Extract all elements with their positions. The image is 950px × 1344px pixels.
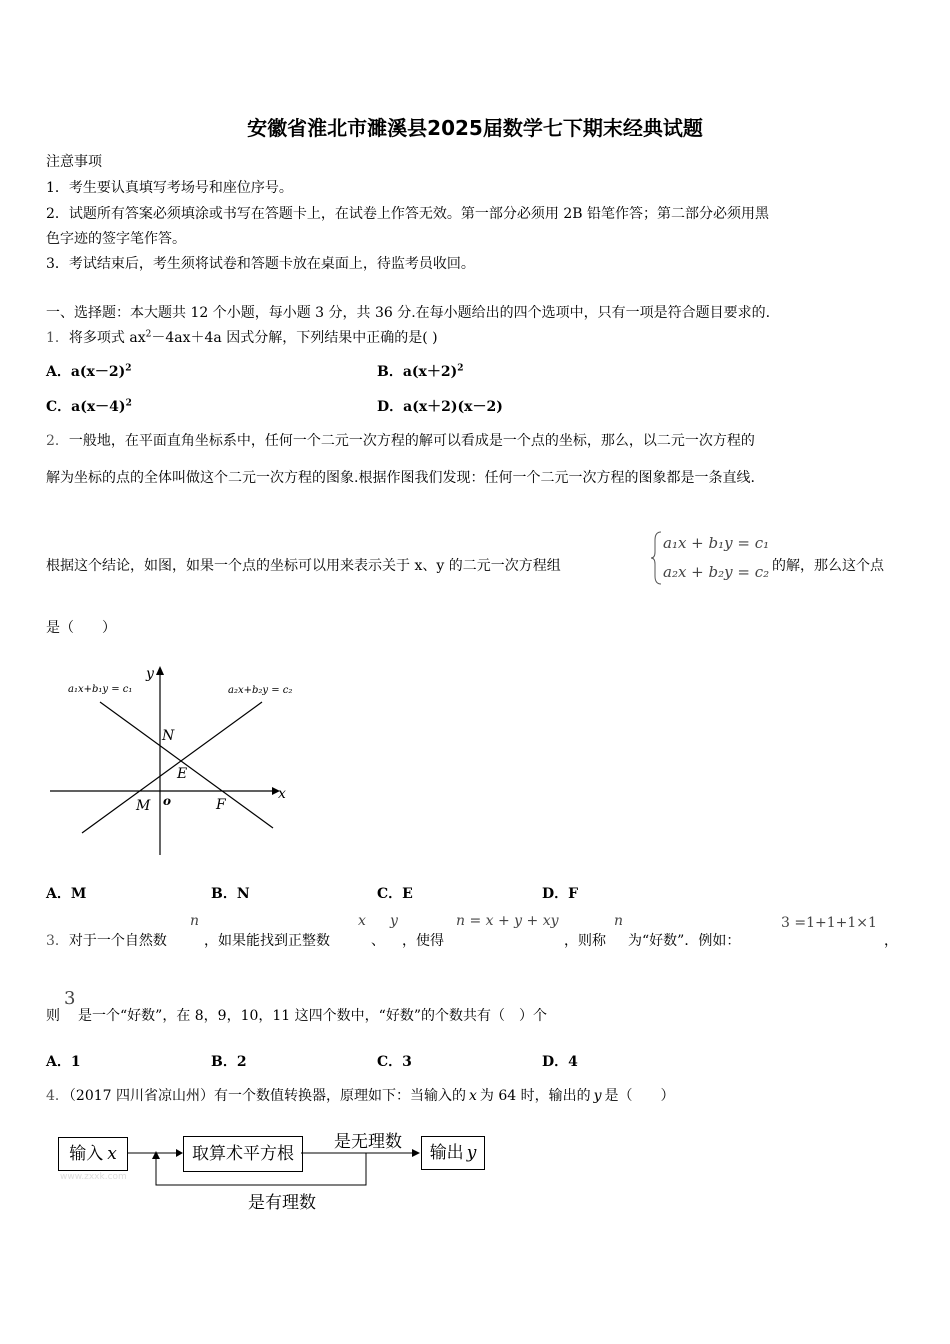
- q3-var-y: y: [390, 913, 398, 929]
- axis-x-label: x: [278, 786, 286, 802]
- flow-process-box: 取算术平方根: [183, 1136, 303, 1172]
- q2-line-3b: 的解，那么这个点: [772, 558, 884, 574]
- origin-label: o: [163, 794, 172, 808]
- q3-text-4: ，则称: [564, 933, 606, 949]
- question-4: [46, 1085, 675, 1105]
- point-e-label: E: [177, 766, 188, 782]
- arrow-head-icon: [152, 1151, 160, 1159]
- q4-text-b: 为 64 时，输出的: [479, 1088, 591, 1104]
- y-axis-arrow-icon: [156, 666, 164, 675]
- left-brace-icon: [651, 532, 661, 584]
- q3-sep: 、: [371, 933, 385, 949]
- flow-output-var: y: [466, 1143, 477, 1163]
- q1-stem-b: －4ax＋4a 因式分解，下列结果中正确的是( ): [151, 330, 438, 346]
- q1-stem-a: 将多项式 ax: [68, 330, 146, 346]
- q3-var-n-2: n: [614, 913, 624, 929]
- watermark: www.zxxk.com: [60, 1172, 127, 1182]
- flow-input-var: x: [107, 1144, 117, 1164]
- q1-stem-sup: 2: [145, 329, 152, 340]
- q4-text-c: 是（ ）: [604, 1088, 675, 1104]
- arrow-head-icon: [412, 1149, 420, 1157]
- axis-y-label: y: [146, 666, 154, 682]
- arrow-head-icon: [176, 1149, 183, 1157]
- flow-output-label: 输出: [429, 1143, 464, 1163]
- q2-option-a[interactable]: A．M: [46, 886, 87, 902]
- q3-text-2: ，如果能找到正整数: [204, 933, 330, 949]
- question-number: 1．: [46, 330, 69, 346]
- q3-var-x: x: [358, 913, 366, 929]
- line-1-label: a₁x+b₁y = c₁: [68, 684, 133, 695]
- q3-number-text: [46, 930, 167, 950]
- option-sup: 2: [125, 363, 132, 374]
- flow-irrational-label: 是无理数: [334, 1132, 402, 1152]
- option-label: C．a(x－4): [46, 399, 126, 415]
- q3-text-3: ，使得: [402, 933, 444, 949]
- q1-option-c[interactable]: [46, 396, 132, 416]
- option-label: D．a(x＋2)(x－2): [377, 399, 503, 415]
- q3-text-5: 为“好数”．例如：: [628, 933, 741, 949]
- question-1: [46, 327, 438, 347]
- line-1: [100, 702, 273, 828]
- q2-option-c[interactable]: C．E: [377, 886, 413, 902]
- q3-var-n: n: [190, 913, 200, 929]
- q3-equation: n = x + y + xy: [456, 913, 559, 929]
- q1-option-b[interactable]: [377, 361, 464, 381]
- q3-option-a[interactable]: A．1: [46, 1054, 81, 1070]
- note-item-1: 1．考生要认真填写考场号和座位序号。: [46, 180, 293, 196]
- option-label: A．a(x－2): [46, 364, 126, 380]
- q2-option-b[interactable]: B．N: [211, 886, 250, 902]
- q1-option-d[interactable]: [377, 396, 503, 416]
- equation-system: [651, 528, 771, 588]
- point-f-label: F: [216, 797, 226, 813]
- q4-var-x: x: [469, 1088, 477, 1104]
- q2-line-1: [46, 430, 755, 450]
- q3-three: 3: [64, 988, 76, 1009]
- option-sup: 2: [457, 363, 464, 374]
- equation-2: a₂x + b₂y = c₂: [663, 563, 770, 581]
- line-2-label: a₂x+b₂y = c₂: [228, 685, 293, 696]
- option-sup: 2: [125, 398, 132, 409]
- q2-line-4: 是（ ）: [46, 620, 116, 636]
- note-item-2-cont: 色字迹的签字笔作答。: [46, 231, 186, 247]
- option-label: B．a(x＋2): [377, 364, 458, 380]
- q3-option-c[interactable]: C．3: [377, 1054, 412, 1070]
- note-item-2: 2．试题所有答案必须填涂或书写在答题卡上，在试卷上作答无效。第一部分必须用 2B 铅笔作答；第二部分必须用黑: [46, 206, 769, 222]
- point-n-label: N: [162, 728, 175, 744]
- q3-text-1: 对于一个自然数: [68, 933, 167, 949]
- q3-option-d[interactable]: D．4: [542, 1054, 578, 1070]
- arrow-loop-back: [156, 1153, 366, 1185]
- question-number: 2．: [46, 433, 69, 449]
- coordinate-graph: [40, 660, 310, 860]
- point-m-label: M: [136, 798, 151, 814]
- question-number: 3．: [46, 933, 69, 949]
- q1-option-a[interactable]: [46, 361, 132, 381]
- equation-1: a₁x + b₁y = c₁: [663, 534, 770, 552]
- page-title: 安徽省淮北市濉溪县2025届数学七下期末经典试题: [247, 116, 703, 140]
- q3-example: 3 =1+1+1×1: [781, 915, 877, 931]
- flow-input-box: [58, 1137, 128, 1171]
- q4-text-a: （2017 四川省凉山州）有一个数值转换器，原理如下：当输入的: [68, 1088, 466, 1104]
- notes-heading: 注意事项: [46, 154, 102, 170]
- question-number: 4．: [46, 1088, 69, 1104]
- q2-option-d[interactable]: D．F: [542, 886, 579, 902]
- q2-line-1-text: 一般地，在平面直角坐标系中，任何一个二元一次方程的解可以看成是一个点的坐标，那么，以二元一次方程的: [68, 433, 755, 449]
- note-item-3: 3．考试结束后，考生须将试卷和答题卡放在桌面上，待监考员收回。: [46, 256, 475, 272]
- flow-output-box: [421, 1136, 485, 1170]
- q3-line2-b: 是一个“好数”，在 8，9，10，11 这四个数中，“好数”的个数共有（ ）个: [78, 1008, 547, 1024]
- section-heading: 一、选择题：本大题共 12 个小题，每小题 3 分，共 36 分.在每小题给出的四个选项中，只有一项是符合题目要求的.: [46, 305, 771, 321]
- flow-input-label: 输入: [69, 1144, 104, 1164]
- q2-line-2: 解为坐标的点的全体叫做这个二元一次方程的图象.根据作图我们发现：任何一个二元一次方程的图象都是一条直线.: [46, 470, 755, 486]
- line-2: [82, 702, 262, 833]
- q3-comma: ，: [884, 933, 898, 949]
- flow-rational-label: 是有理数: [248, 1193, 316, 1213]
- q3-line2-a: 则: [46, 1008, 60, 1024]
- q3-option-b[interactable]: B．2: [211, 1054, 247, 1070]
- q2-line-3a: 根据这个结论，如图，如果一个点的坐标可以用来表示关于 x、y 的二元一次方程组: [46, 558, 561, 574]
- q4-var-y: y: [593, 1088, 602, 1104]
